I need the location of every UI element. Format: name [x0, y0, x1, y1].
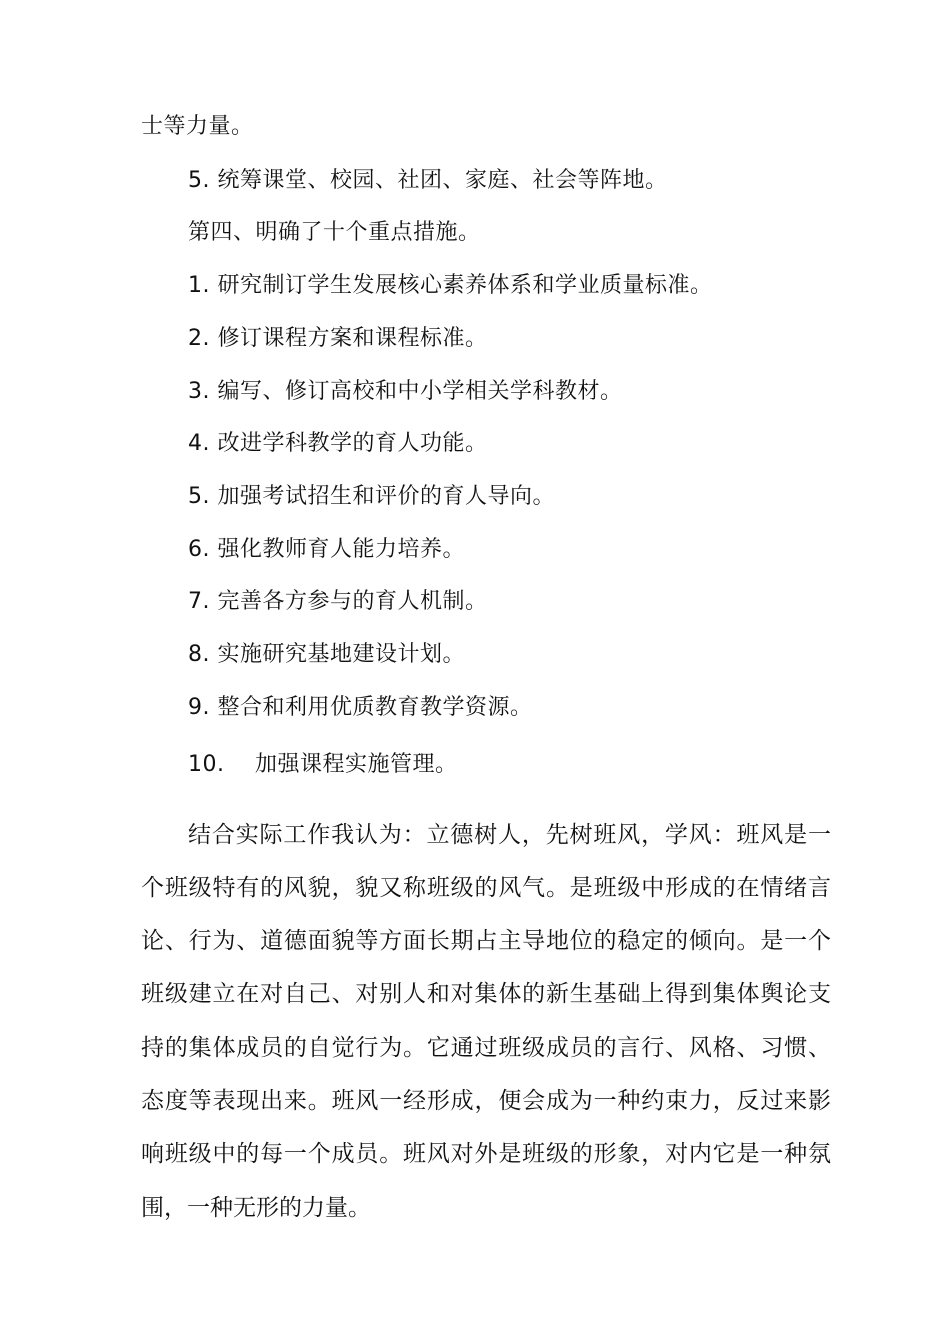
paragraph-line-2: 个班级特有的风貌，貌又称班级的风气。是班级中形成的在情绪言 [141, 875, 831, 901]
measure-item-7: 7. 完善各方参与的育人机制。 [188, 589, 488, 614]
paragraph-line-7: 响班级中的每一个成员。班风对外是班级的形象，对内它是一种氛 [141, 1141, 831, 1167]
paragraph-line-8: 围，一种无形的力量。 [141, 1195, 371, 1221]
measure-item-10-number: 10. [188, 752, 225, 777]
measure-item-1: 1. 研究制订学生发展核心素养体系和学业质量标准。 [188, 273, 713, 298]
measure-item-5: 5. 加强考试招生和评价的育人导向。 [188, 484, 555, 509]
section-heading-fourth: 第四、明确了十个重点措施。 [188, 220, 481, 245]
list-item-5-positions: 5. 统筹课堂、校园、社团、家庭、社会等阵地。 [188, 168, 668, 193]
text-line-continuation: 士等力量。 [141, 114, 254, 139]
measure-item-10 [188, 750, 458, 780]
paragraph-line-4: 班级建立在对自己、对别人和对集体的新生基础上得到集体舆论支 [141, 981, 831, 1007]
measure-item-8: 8. 实施研究基地建设计划。 [188, 642, 465, 667]
measure-item-6: 6. 强化教师育人能力培养。 [188, 537, 465, 562]
paragraph-line-5: 持的集体成员的自觉行为。它通过班级成员的言行、风格、习惯、 [141, 1035, 831, 1061]
paragraph-line-1: 结合实际工作我认为：立德树人，先树班风，学风：班风是一 [188, 822, 831, 848]
paragraph-line-3: 论、行为、道德面貌等方面长期占主导地位的稳定的倾向。是一个 [141, 928, 831, 954]
measure-item-9: 9. 整合和利用优质教育教学资源。 [188, 695, 533, 720]
paragraph-line-6: 态度等表现出来。班风一经形成，便会成为一种约束力，反过来影 [141, 1088, 831, 1114]
measure-item-3: 3. 编写、修订高校和中小学相关学科教材。 [188, 379, 623, 404]
measure-item-4: 4. 改进学科教学的育人功能。 [188, 431, 488, 456]
measure-item-10-text: 加强课程实施管理。 [255, 752, 458, 777]
measure-item-2: 2. 修订课程方案和课程标准。 [188, 326, 488, 351]
